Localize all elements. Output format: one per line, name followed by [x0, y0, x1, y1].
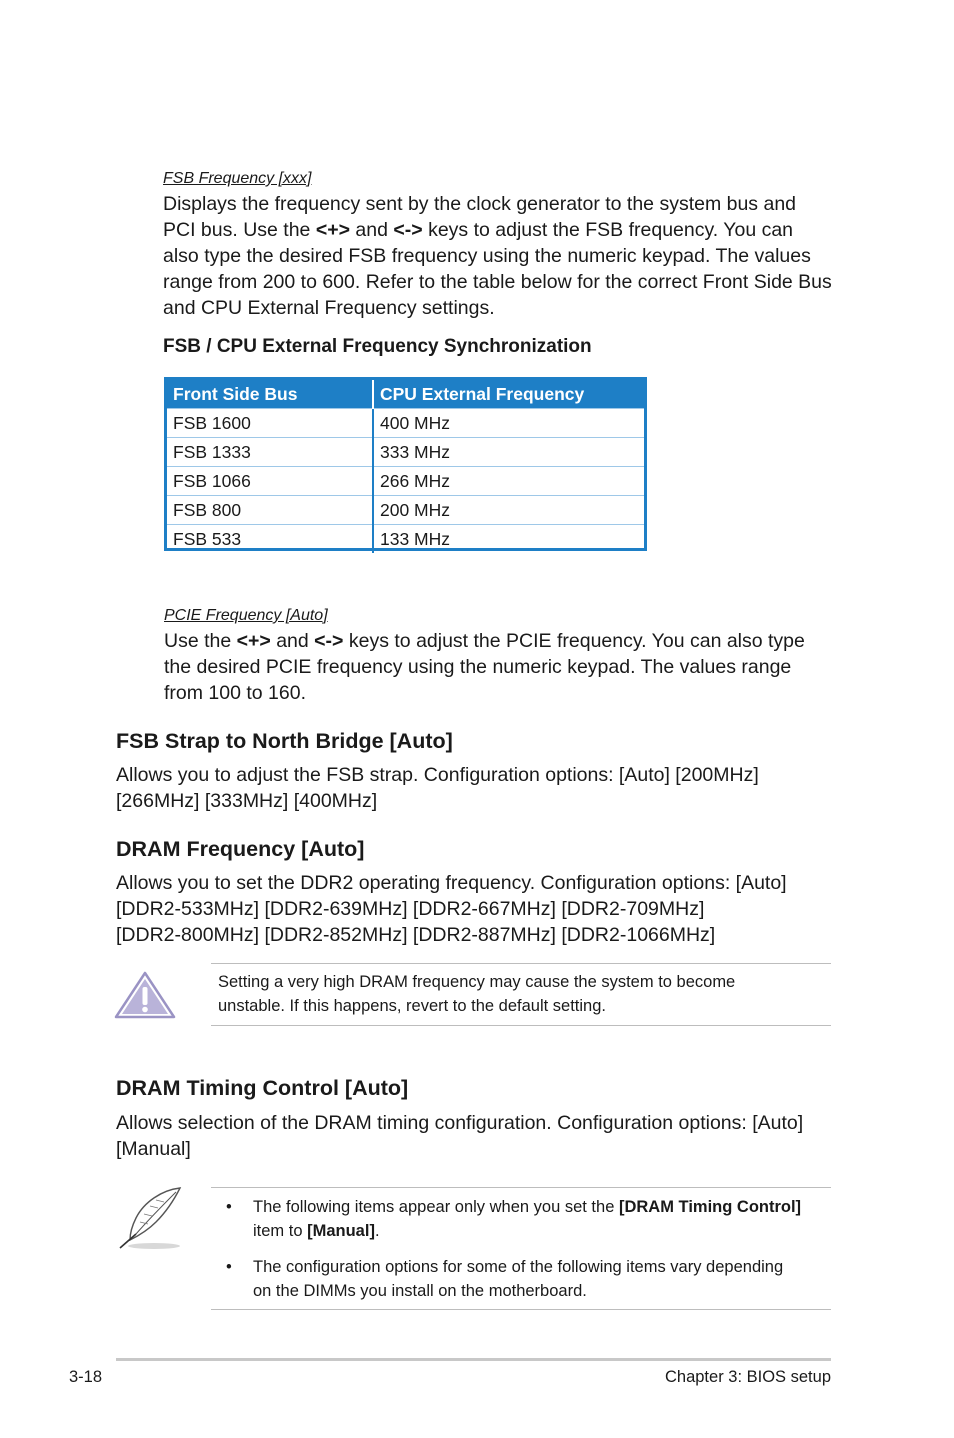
fsb-frequency-description: [163, 191, 843, 321]
text-line: Setting a very high DRAM frequency may cause the system to become: [218, 973, 736, 991]
warning-text: [218, 971, 828, 1018]
fsb-strap-description: [116, 762, 836, 814]
text-line: also type the desired FSB frequency using the numeric keypad. The values: [163, 245, 811, 267]
table-row: [167, 496, 644, 525]
text-line: [DDR2-800MHz] [DDR2-852MHz] [DDR2-887MHz] [DDR2-1066MHz]: [116, 924, 716, 946]
warning-triangle-icon: [113, 970, 177, 1020]
sync-table: [164, 377, 647, 551]
table-cell: FSB 1600: [167, 409, 373, 438]
text-line: range from 200 to 600. Refer to the table below for the correct Front Side Bus: [163, 271, 832, 293]
fsb-strap-heading: FSB Strap to North Bridge [Auto]: [116, 729, 453, 753]
table-cell: 400 MHz: [373, 409, 644, 438]
key-minus: <->: [393, 219, 423, 241]
text-line: on the DIMMs you install on the motherboard.: [253, 1281, 587, 1300]
table-cell: FSB 1333: [167, 438, 373, 467]
table-row: [167, 438, 644, 467]
table-header-row: [167, 380, 644, 409]
warning-box: [211, 963, 831, 1026]
text-line: [DDR2-533MHz] [DDR2-639MHz] [DDR2-667MHz] [DDR2-709MHz]: [116, 898, 705, 920]
text-line: Allows you to set the DDR2 operating frequency. Configuration options: [Auto]: [116, 872, 787, 894]
text-line: Use the <+> and <-> keys to adjust the PCIE frequency. You can also type: [164, 630, 805, 652]
text-line: the desired PCIE frequency using the numeric keypad. The values range: [164, 656, 792, 678]
table-row: [167, 525, 644, 554]
text-line: and CPU External Frequency settings.: [163, 297, 495, 319]
text-line: Allows you to adjust the FSB strap. Configuration options: [Auto] [200MHz]: [116, 764, 759, 786]
dram-frequency-heading: DRAM Frequency [Auto]: [116, 837, 365, 861]
table-cell: 200 MHz: [373, 496, 644, 525]
text-line: from 100 to 160.: [164, 682, 307, 704]
note-item-1: [253, 1196, 833, 1243]
sync-table-title: FSB / CPU External Frequency Synchronization: [163, 336, 592, 357]
dram-frequency-description: [116, 870, 836, 948]
table-row: [167, 467, 644, 496]
table-header-front-side-bus: Front Side Bus: [167, 380, 373, 409]
text-line: Allows selection of the DRAM timing configuration. Configuration options: [Auto]: [116, 1112, 804, 1134]
text-line: The following items appear only when you set the [DRAM Timing Control]: [253, 1198, 802, 1216]
table-cell: 133 MHz: [373, 525, 644, 554]
bullet: •: [226, 1258, 232, 1276]
chapter-label: Chapter 3: BIOS setup: [664, 1368, 831, 1386]
bullet: •: [226, 1198, 232, 1216]
feather-quill-icon: [114, 1184, 186, 1252]
text-line: The configuration options for some of the following items vary depending: [253, 1258, 784, 1276]
dram-timing-description: [116, 1110, 836, 1162]
table-header-cpu-external-frequency: CPU External Frequency: [373, 380, 644, 409]
table-cell: 333 MHz: [373, 438, 644, 467]
page-number: 3-18: [69, 1368, 103, 1386]
table-cell: FSB 800: [167, 496, 373, 525]
table-row: [167, 409, 644, 438]
key-plus: <+>: [236, 630, 271, 652]
note-item-2: [253, 1256, 833, 1303]
key-minus: <->: [314, 630, 344, 652]
text-line: item to [Manual].: [253, 1221, 380, 1240]
text-line: PCI bus. Use the <+> and <-> keys to adjust the FSB frequency. You can: [163, 219, 794, 241]
pcie-frequency-description: [164, 628, 844, 706]
text-line: [Manual]: [116, 1138, 191, 1160]
text-line: [266MHz] [333MHz] [400MHz]: [116, 790, 378, 812]
key-plus: <+>: [315, 219, 350, 241]
table-cell: FSB 533: [167, 525, 373, 554]
footer-rule: [116, 1358, 831, 1361]
text-line: Displays the frequency sent by the clock generator to the system bus and: [163, 193, 797, 215]
note-box: [211, 1187, 831, 1310]
table-cell: FSB 1066: [167, 467, 373, 496]
fsb-frequency-title: FSB Frequency [xxx]: [163, 170, 312, 187]
text-line: unstable. If this happens, revert to the default setting.: [218, 996, 606, 1015]
table-cell: 266 MHz: [373, 467, 644, 496]
pcie-frequency-title: PCIE Frequency [Auto]: [164, 607, 328, 624]
dram-timing-heading: DRAM Timing Control [Auto]: [116, 1076, 409, 1100]
